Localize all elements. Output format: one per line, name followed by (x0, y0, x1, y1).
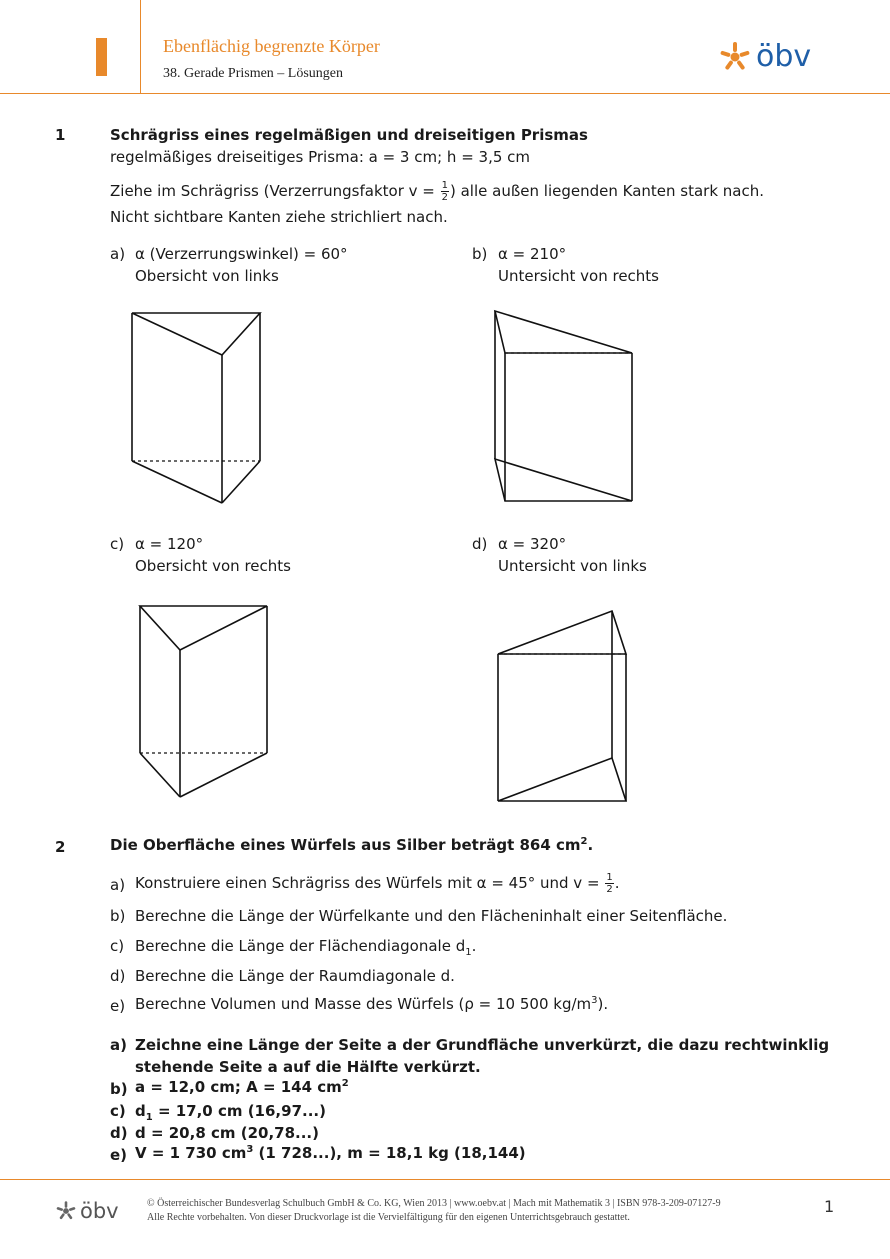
prism-drawing-c (130, 595, 280, 810)
answer-b-text: a = 12,0 cm; A = 144 cm (135, 1078, 342, 1096)
bottom-edge (222, 461, 260, 503)
fraction-denominator: 2 (606, 884, 613, 895)
answer-c (135, 1102, 326, 1123)
bottom-edge (132, 461, 222, 503)
part-view: Untersicht von rechts (498, 267, 659, 285)
answer-label: c) (110, 1102, 126, 1120)
bottom-face (498, 758, 626, 801)
chapter-marker (96, 38, 107, 76)
page-number: 1 (824, 1197, 835, 1216)
part-view: Obersicht von rechts (135, 557, 291, 575)
part-view: Obersicht von links (135, 267, 279, 285)
question-label: a) (110, 876, 126, 894)
fraction (605, 872, 613, 895)
title-end: . (587, 836, 594, 854)
question-text: Berechne die Länge der Würfelkante und den Flächeninhalt einer Seitenfläche. (135, 907, 728, 925)
part-label: d) (472, 535, 488, 553)
answer-label: b) (110, 1080, 128, 1098)
fraction (441, 180, 449, 203)
superscript: 3 (591, 995, 598, 1006)
answer-label: e) (110, 1146, 128, 1164)
task-instruction (110, 180, 764, 203)
footer-logo (55, 1199, 119, 1223)
fraction-numerator: 1 (606, 872, 613, 883)
subscript: 1 (465, 947, 472, 958)
answer-e-value: (1 728...), m = 18,1 kg (18,144) (253, 1144, 526, 1162)
prism-drawing-b (485, 300, 645, 515)
bottom-edge (140, 753, 180, 797)
bottom-face (495, 459, 632, 501)
logo-wordmark: öbv (756, 39, 812, 74)
header-divider-horizontal (0, 93, 890, 94)
footer-divider (0, 1179, 890, 1180)
bottom-edge (180, 753, 267, 797)
header-divider-vertical (140, 0, 141, 93)
publisher-logo (718, 40, 811, 74)
question-text-end: . (614, 874, 620, 892)
section-subtitle: 38. Gerade Prismen – Lösungen (163, 66, 344, 81)
answer-b (135, 1078, 349, 1096)
part-label: b) (472, 245, 488, 263)
chapter-title: Ebenflächig begrenzte Körper (163, 36, 380, 56)
task-given: regelmäßiges dreiseitiges Prisma: a = 3 cm; h = 3,5 cm (110, 148, 531, 166)
logo-star-icon (55, 1200, 77, 1222)
top-face (132, 313, 260, 355)
answer-a-line2: stehende Seite a auf die Hälfte verkürzt. (135, 1058, 481, 1076)
answer-e-text: V = 1 730 cm (135, 1144, 247, 1162)
answer-e (135, 1144, 526, 1162)
question-text (135, 937, 476, 958)
question-text (135, 995, 608, 1013)
instruction-text-end: ) alle außen liegenden Kanten stark nach. (450, 182, 765, 200)
instruction-text: Ziehe im Schrägriss (Verzerrungsfaktor v = (110, 182, 435, 200)
question-text-start: Berechne Volumen und Masse des Würfels (ρ = 10 500 kg/m (135, 995, 592, 1013)
answer-d: d = 20,8 cm (20,78...) (135, 1124, 319, 1142)
part-angle: α (Verzerrungswinkel) = 60° (135, 245, 348, 263)
answer-label: a) (110, 1036, 127, 1054)
question-text-end: . (471, 937, 477, 955)
title-superscript: 2 (580, 836, 588, 847)
part-angle: α = 120° (135, 535, 204, 553)
task-number: 1 (55, 126, 66, 144)
task-title (110, 836, 593, 854)
question-text: Berechne die Länge der Raumdiagonale d. (135, 967, 455, 985)
task-instruction-line2: Nicht sichtbare Kanten ziehe strichliert nach. (110, 208, 448, 226)
superscript: 3 (246, 1144, 254, 1155)
answer-label: d) (110, 1124, 128, 1142)
part-label: a) (110, 245, 126, 263)
prism-drawing-d (490, 595, 640, 810)
part-label: c) (110, 535, 125, 553)
question-text-start: Berechne die Länge der Flächendiagonale d (135, 937, 466, 955)
prism-drawing-a (120, 300, 280, 515)
question-label: c) (110, 937, 125, 955)
question-label: e) (110, 997, 126, 1015)
footer-copyright (147, 1197, 721, 1225)
question-label: d) (110, 967, 126, 985)
answer-a-line1: Zeichne eine Länge der Seite a der Grundfläche unverkürzt, die dazu rechtwinklig (135, 1036, 830, 1054)
part-angle: α = 320° (498, 535, 567, 553)
copyright-line2: Alle Rechte vorbehalten. Von dieser Druckvorlage ist die Vervielfältigung für den eigenen Unterrichtsgebrauch gestattet. (147, 1212, 630, 1223)
fraction-numerator: 1 (441, 180, 448, 191)
answer-c-value: = 17,0 cm (16,97...) (152, 1102, 326, 1120)
title-text: Die Oberfläche eines Würfels aus Silber beträgt 864 cm (110, 836, 581, 854)
top-face (140, 606, 267, 650)
question-label: b) (110, 907, 126, 925)
part-view: Untersicht von links (498, 557, 647, 575)
question-text (135, 872, 619, 895)
logo-star-icon (718, 40, 752, 74)
question-text-end: ). (597, 995, 609, 1013)
subscript: 1 (145, 1112, 153, 1123)
superscript: 2 (341, 1078, 349, 1089)
task-title: Schrägriss eines regelmäßigen und dreiseitigen Prismas (110, 126, 588, 144)
answer-c-text: d (135, 1102, 146, 1120)
question-text-start: Konstruiere einen Schrägriss des Würfels mit α = 45° und v = (135, 874, 600, 892)
copyright-line1: © Österreichischer Bundesverlag Schulbuch GmbH & Co. KG, Wien 2013 | www.oebv.at | Mach mit Mathematik 3 | ISBN 978-3-209-07127-9 (147, 1198, 721, 1209)
fraction-denominator: 2 (441, 192, 448, 203)
task-number: 2 (55, 838, 66, 856)
part-angle: α = 210° (498, 245, 567, 263)
top-face (495, 311, 632, 353)
logo-wordmark: öbv (80, 1199, 119, 1223)
top-face (498, 611, 626, 654)
